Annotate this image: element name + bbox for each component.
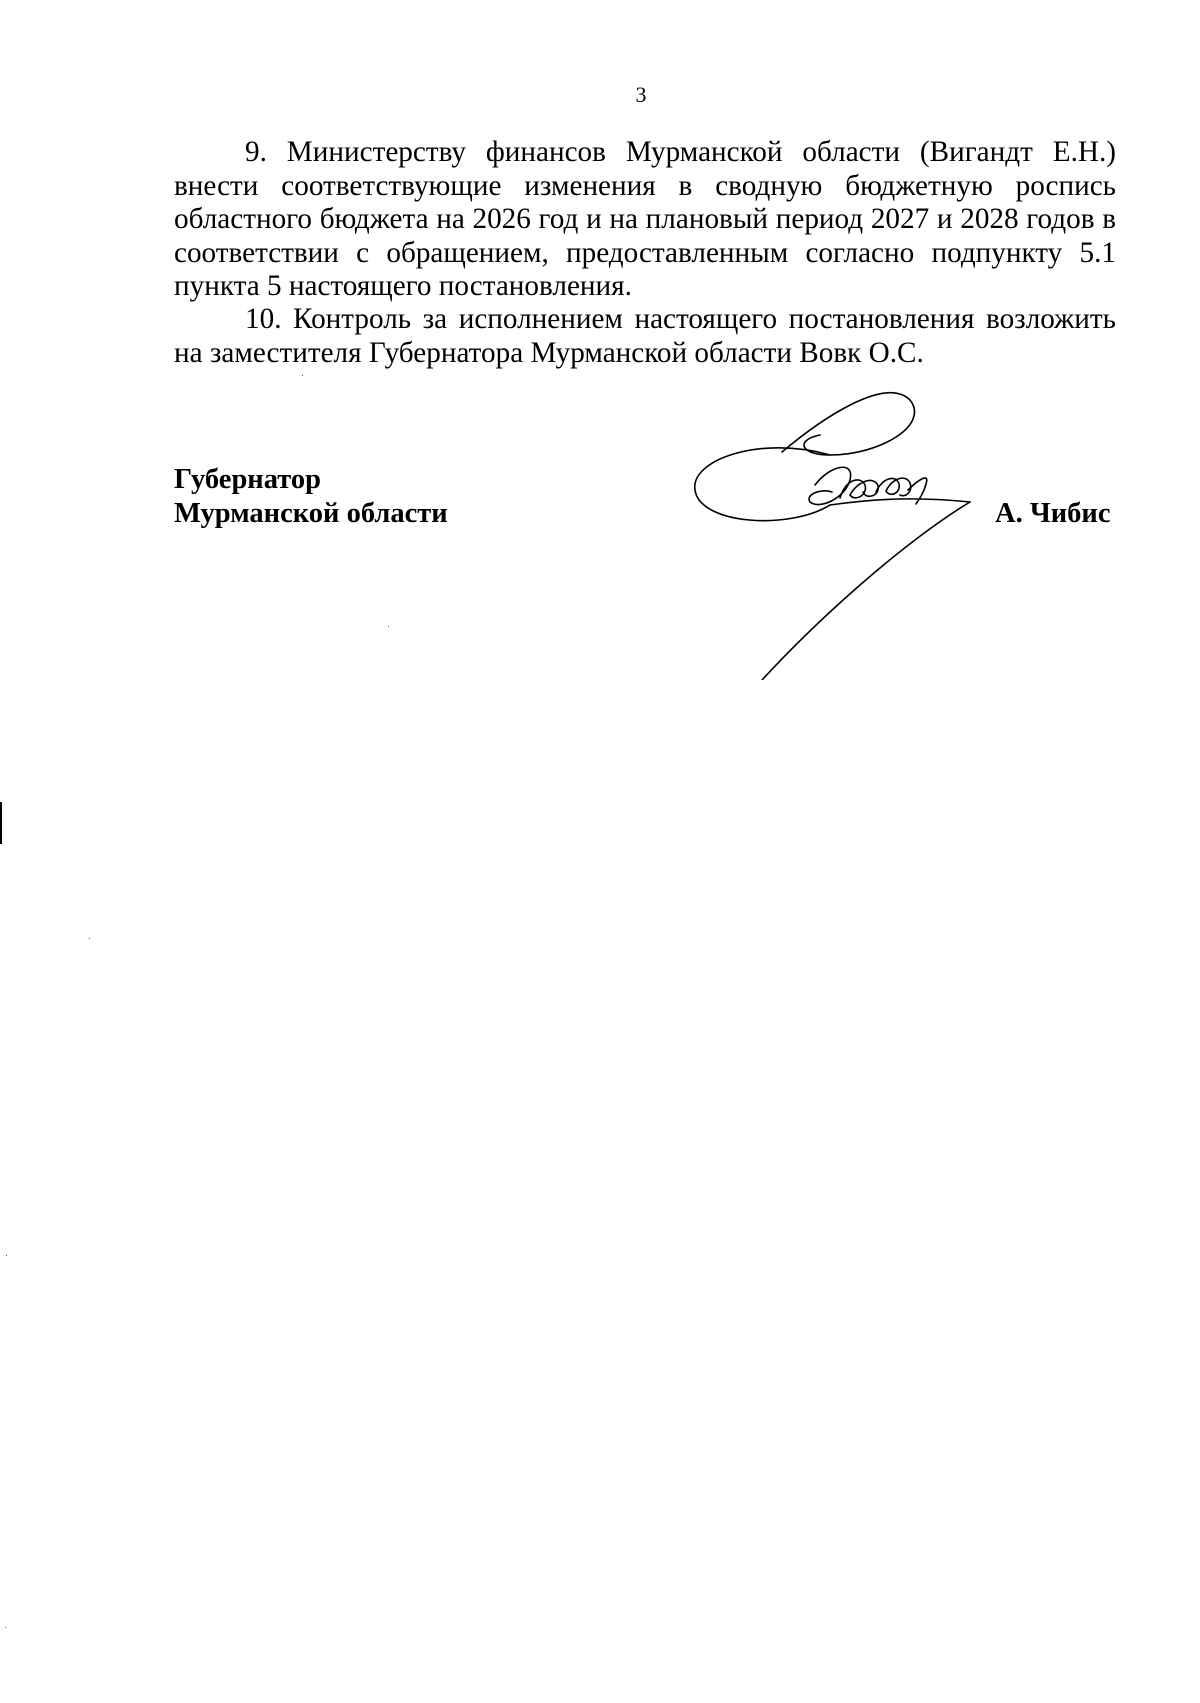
paragraph-9: 9. Министерству финансов Мурманской области (Вигандт Е.Н.) внести соответствующие изменения в сводную бюджетную роспись областного бюджета на 2026 год и на плановый период 2027 и 2028 годов в соответствии с обращением, предоставленным согласно подпункту 5.1 пункта 5 настоящего постановления.	[174, 136, 1116, 302]
signatory-position-line-2: Мурманской области	[174, 498, 448, 529]
scan-speck	[5, 1627, 6, 1628]
signatory-name: А. Чибис	[995, 498, 1111, 529]
handwritten-signature	[680, 380, 1000, 680]
page-number: 3	[635, 82, 647, 107]
scan-speck	[89, 938, 90, 939]
scan-speck	[388, 626, 389, 627]
signatory-position	[174, 463, 448, 531]
scan-speck	[6, 1255, 7, 1256]
scan-speck	[302, 375, 303, 376]
signatory-position-line-1: Губернатор	[174, 464, 321, 495]
paragraph-10: 10. Контроль за исполнением настоящего постановления возложить на заместителя Губернатора Мурманской области Вовк О.С.	[174, 303, 1116, 369]
scan-margin-mark	[0, 802, 2, 844]
